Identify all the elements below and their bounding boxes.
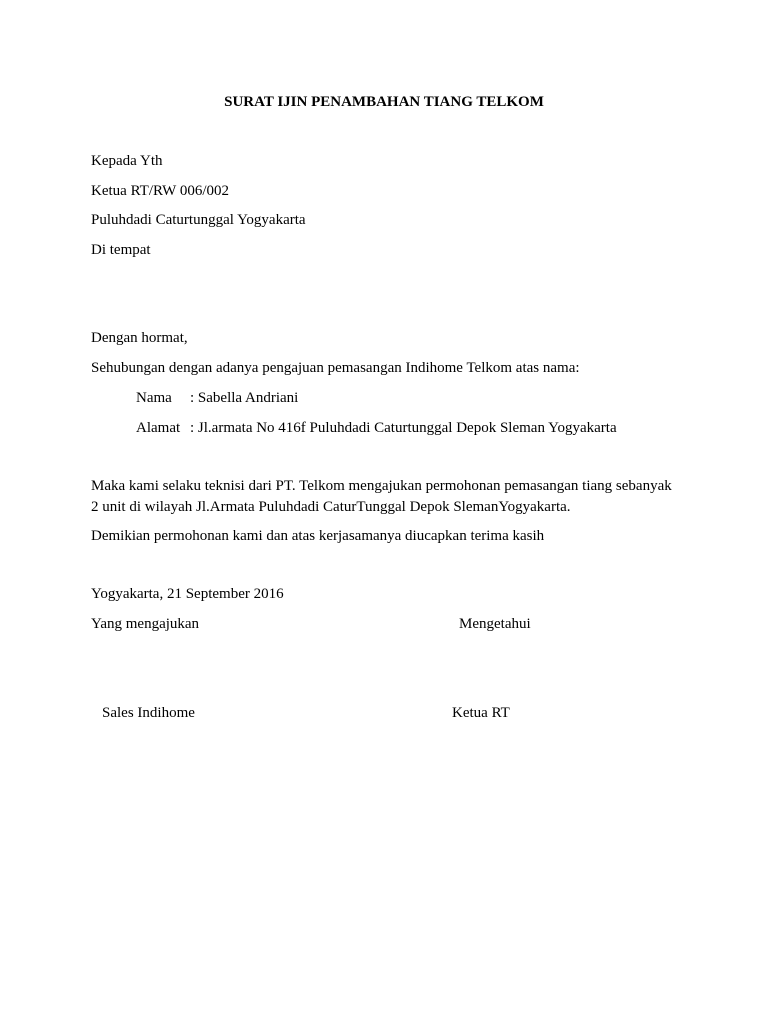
greeting: Dengan hormat,	[91, 330, 188, 346]
closing-sentence: Demikian permohonan kami dan atas kerjasamanya diucapkan terima kasih	[91, 528, 545, 544]
signature-left-name: Sales Indihome	[102, 705, 195, 721]
field-label-alamat: Alamat	[136, 420, 181, 436]
body-line-2: 2 unit di wilayah Jl.Armata Puluhdadi CaturTunggal Depok SlemanYogyakarta.	[91, 499, 571, 515]
body-line-1: Maka kami selaku teknisi dari PT. Telkom mengajukan permohonan pemasangan tiang sebanyak	[91, 478, 672, 494]
signature-left-heading: Yang mengajukan	[91, 616, 200, 632]
field-label-nama: Nama	[136, 390, 172, 406]
signature-right-name: Ketua RT	[452, 705, 510, 721]
recipient-line-3: Puluhdadi Caturtunggal Yogyakarta	[91, 212, 306, 228]
recipient-line-2: Ketua RT/RW 006/002	[91, 183, 229, 199]
letter-title: SURAT IJIN PENAMBAHAN TIANG TELKOM	[224, 94, 544, 110]
recipient-line-1: Kepada Yth	[91, 153, 163, 169]
signature-right-heading: Mengetahui	[459, 616, 531, 632]
place-date: Yogyakarta, 21 September 2016	[91, 586, 284, 602]
field-row-nama	[136, 388, 298, 408]
field-row-alamat	[136, 418, 617, 438]
field-value-alamat: : Jl.armata No 416f Puluhdadi Caturtunggal Depok Sleman Yogyakarta	[190, 420, 617, 436]
recipient-line-4: Di tempat	[91, 242, 151, 258]
intro-paragraph: Sehubungan dengan adanya pengajuan pemasangan Indihome Telkom atas nama:	[91, 360, 580, 376]
field-value-nama: : Sabella Andriani	[190, 390, 299, 406]
